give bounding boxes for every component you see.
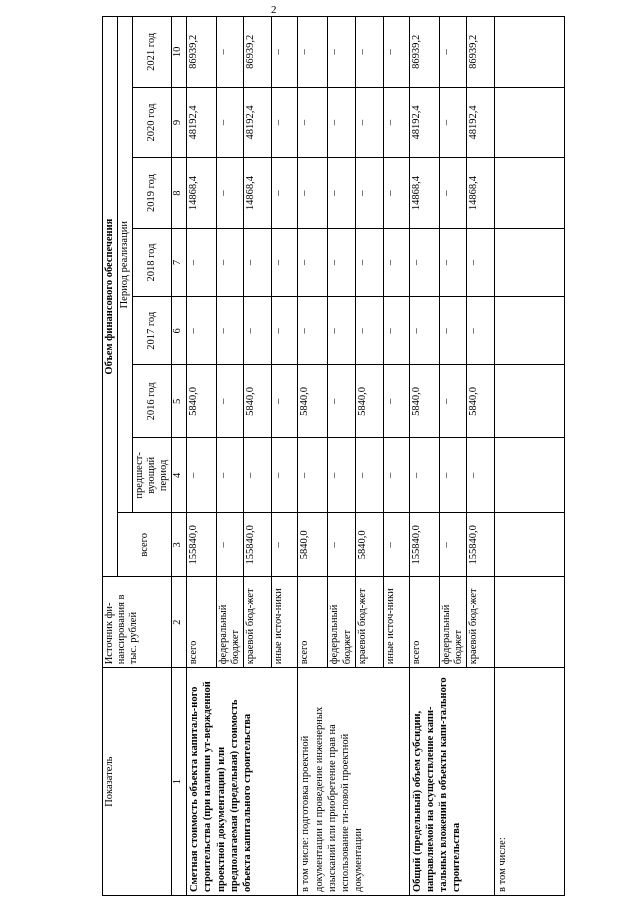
source-cell: краевой бюд-жет xyxy=(355,577,383,668)
value-cell xyxy=(494,438,564,513)
value-cell: 155840,0 xyxy=(466,513,494,577)
value-cell: – xyxy=(272,87,298,158)
source-cell xyxy=(494,577,564,668)
value-cell: 5840,0 xyxy=(409,365,439,438)
value-cell: – xyxy=(439,17,466,88)
header-indicator: Показатель xyxy=(103,668,172,896)
value-cell: 5840,0 xyxy=(466,365,494,438)
value-cell: 48192,4 xyxy=(466,87,494,158)
value-cell: – xyxy=(383,228,409,296)
value-cell: – xyxy=(409,297,439,365)
col-number: 1 xyxy=(172,668,187,896)
header-prior: предшест-вующий период xyxy=(133,438,172,513)
value-cell: 14868,4 xyxy=(466,158,494,229)
source-cell: иные источ-ники xyxy=(383,577,409,668)
indicator-cell: Общий (предельный) объем субсидии, направляемой на осуществление капи-тальных вложений в объекты капи-тального строительства xyxy=(409,668,494,896)
source-cell: всего xyxy=(409,577,439,668)
value-cell: – xyxy=(328,438,355,513)
financing-table xyxy=(102,16,565,896)
header-year: 2020 год xyxy=(133,87,172,158)
header-year: 2019 год xyxy=(133,158,172,229)
table-body xyxy=(187,17,564,896)
value-cell: – xyxy=(272,228,298,296)
header-source: Источник фи-нансирования в тыс. рублей xyxy=(103,577,172,668)
value-cell: – xyxy=(272,158,298,229)
value-cell: – xyxy=(439,158,466,229)
page-number: 2 xyxy=(271,4,277,16)
value-cell: – xyxy=(244,297,272,365)
value-cell: – xyxy=(298,87,328,158)
value-cell: 5840,0 xyxy=(298,513,328,577)
value-cell: 48192,4 xyxy=(187,87,217,158)
value-cell: 86939,2 xyxy=(409,17,439,88)
value-cell: – xyxy=(328,365,355,438)
value-cell: – xyxy=(244,438,272,513)
header-period: Период реализации xyxy=(118,17,133,513)
value-cell: – xyxy=(383,158,409,229)
value-cell: 86939,2 xyxy=(244,17,272,88)
indicator-cell: Сметная стоимость объекта капиталь-ного строительства (при наличии ут-вержденной проектной документации) или предполагаемая (предельная) стоимость объекта капитального строительства xyxy=(187,668,298,896)
value-cell: – xyxy=(439,365,466,438)
source-cell: краевой бюд-жет xyxy=(466,577,494,668)
value-cell: – xyxy=(439,297,466,365)
value-cell: 86939,2 xyxy=(187,17,217,88)
value-cell xyxy=(494,87,564,158)
value-cell: – xyxy=(298,17,328,88)
source-cell: всего xyxy=(298,577,328,668)
value-cell: – xyxy=(355,17,383,88)
value-cell: – xyxy=(272,17,298,88)
value-cell: 155840,0 xyxy=(244,513,272,577)
value-cell: – xyxy=(217,365,244,438)
value-cell: – xyxy=(217,228,244,296)
value-cell: 5840,0 xyxy=(244,365,272,438)
value-cell: – xyxy=(272,365,298,438)
header-total: всего xyxy=(118,513,172,577)
value-cell: – xyxy=(217,513,244,577)
value-cell: – xyxy=(272,513,298,577)
value-cell: – xyxy=(355,438,383,513)
value-cell: – xyxy=(328,87,355,158)
value-cell: – xyxy=(355,228,383,296)
value-cell: – xyxy=(217,297,244,365)
value-cell: – xyxy=(383,297,409,365)
value-cell: – xyxy=(439,87,466,158)
value-cell: 5840,0 xyxy=(355,513,383,577)
col-number: 10 xyxy=(172,17,187,88)
value-cell: – xyxy=(298,158,328,229)
value-cell: 48192,4 xyxy=(409,87,439,158)
table-row xyxy=(298,17,328,896)
rotated-table-wrapper xyxy=(102,16,640,896)
value-cell: – xyxy=(439,438,466,513)
value-cell: – xyxy=(383,438,409,513)
value-cell xyxy=(494,228,564,296)
value-cell: – xyxy=(217,438,244,513)
value-cell: – xyxy=(272,438,298,513)
value-cell: – xyxy=(187,297,217,365)
col-number: 6 xyxy=(172,297,187,365)
value-cell: – xyxy=(244,228,272,296)
value-cell xyxy=(494,297,564,365)
value-cell: – xyxy=(383,17,409,88)
col-number: 4 xyxy=(172,438,187,513)
header-volume: Объем финансового обеспечения xyxy=(103,17,118,577)
value-cell: 14868,4 xyxy=(244,158,272,229)
value-cell: – xyxy=(355,297,383,365)
source-cell: федеральный бюджет xyxy=(217,577,244,668)
value-cell: – xyxy=(328,158,355,229)
col-number: 7 xyxy=(172,228,187,296)
value-cell: – xyxy=(466,297,494,365)
value-cell: 14868,4 xyxy=(409,158,439,229)
value-cell: – xyxy=(217,158,244,229)
value-cell: 48192,4 xyxy=(244,87,272,158)
value-cell: – xyxy=(217,87,244,158)
value-cell: – xyxy=(439,228,466,296)
value-cell: 5840,0 xyxy=(298,365,328,438)
value-cell xyxy=(494,17,564,88)
value-cell: 86939,2 xyxy=(466,17,494,88)
value-cell: – xyxy=(383,513,409,577)
source-cell: федеральный бюджет xyxy=(328,577,355,668)
value-cell: – xyxy=(466,438,494,513)
value-cell xyxy=(494,365,564,438)
value-cell: 155840,0 xyxy=(409,513,439,577)
col-number: 8 xyxy=(172,158,187,229)
value-cell: 5840,0 xyxy=(355,365,383,438)
value-cell: – xyxy=(409,438,439,513)
value-cell: – xyxy=(355,87,383,158)
indicator-cell: в том числе: подготовка проектной документации и проведение инженерных изысканий или приобретение прав на использование ти-повой проектной документации xyxy=(298,668,409,896)
table-row xyxy=(494,17,564,896)
table-row xyxy=(409,17,439,896)
value-cell: – xyxy=(383,87,409,158)
value-cell: – xyxy=(355,158,383,229)
value-cell: 14868,4 xyxy=(187,158,217,229)
col-number: 5 xyxy=(172,365,187,438)
value-cell: – xyxy=(298,297,328,365)
value-cell: – xyxy=(409,228,439,296)
source-cell: краевой бюд-жет xyxy=(244,577,272,668)
header-year: 2016 год xyxy=(133,365,172,438)
col-number: 2 xyxy=(172,577,187,668)
value-cell: – xyxy=(217,17,244,88)
value-cell: – xyxy=(328,17,355,88)
value-cell: – xyxy=(439,513,466,577)
source-cell: федеральный бюджет xyxy=(439,577,466,668)
col-number: 9 xyxy=(172,87,187,158)
header-year: 2021 год xyxy=(133,17,172,88)
header-year: 2017 год xyxy=(133,297,172,365)
value-cell: – xyxy=(298,228,328,296)
source-cell: иные источ-ники xyxy=(272,577,298,668)
value-cell: – xyxy=(328,228,355,296)
value-cell: – xyxy=(187,438,217,513)
source-cell: всего xyxy=(187,577,217,668)
value-cell: – xyxy=(298,438,328,513)
value-cell: – xyxy=(383,365,409,438)
indicator-cell: в том числе: xyxy=(494,668,564,896)
value-cell: 155840,0 xyxy=(187,513,217,577)
table-row xyxy=(187,17,217,896)
value-cell: – xyxy=(187,228,217,296)
value-cell xyxy=(494,513,564,577)
value-cell: – xyxy=(466,228,494,296)
header-year: 2018 год xyxy=(133,228,172,296)
value-cell: – xyxy=(272,297,298,365)
value-cell: – xyxy=(328,297,355,365)
col-number: 3 xyxy=(172,513,187,577)
value-cell xyxy=(494,158,564,229)
value-cell: 5840,0 xyxy=(187,365,217,438)
value-cell: – xyxy=(328,513,355,577)
